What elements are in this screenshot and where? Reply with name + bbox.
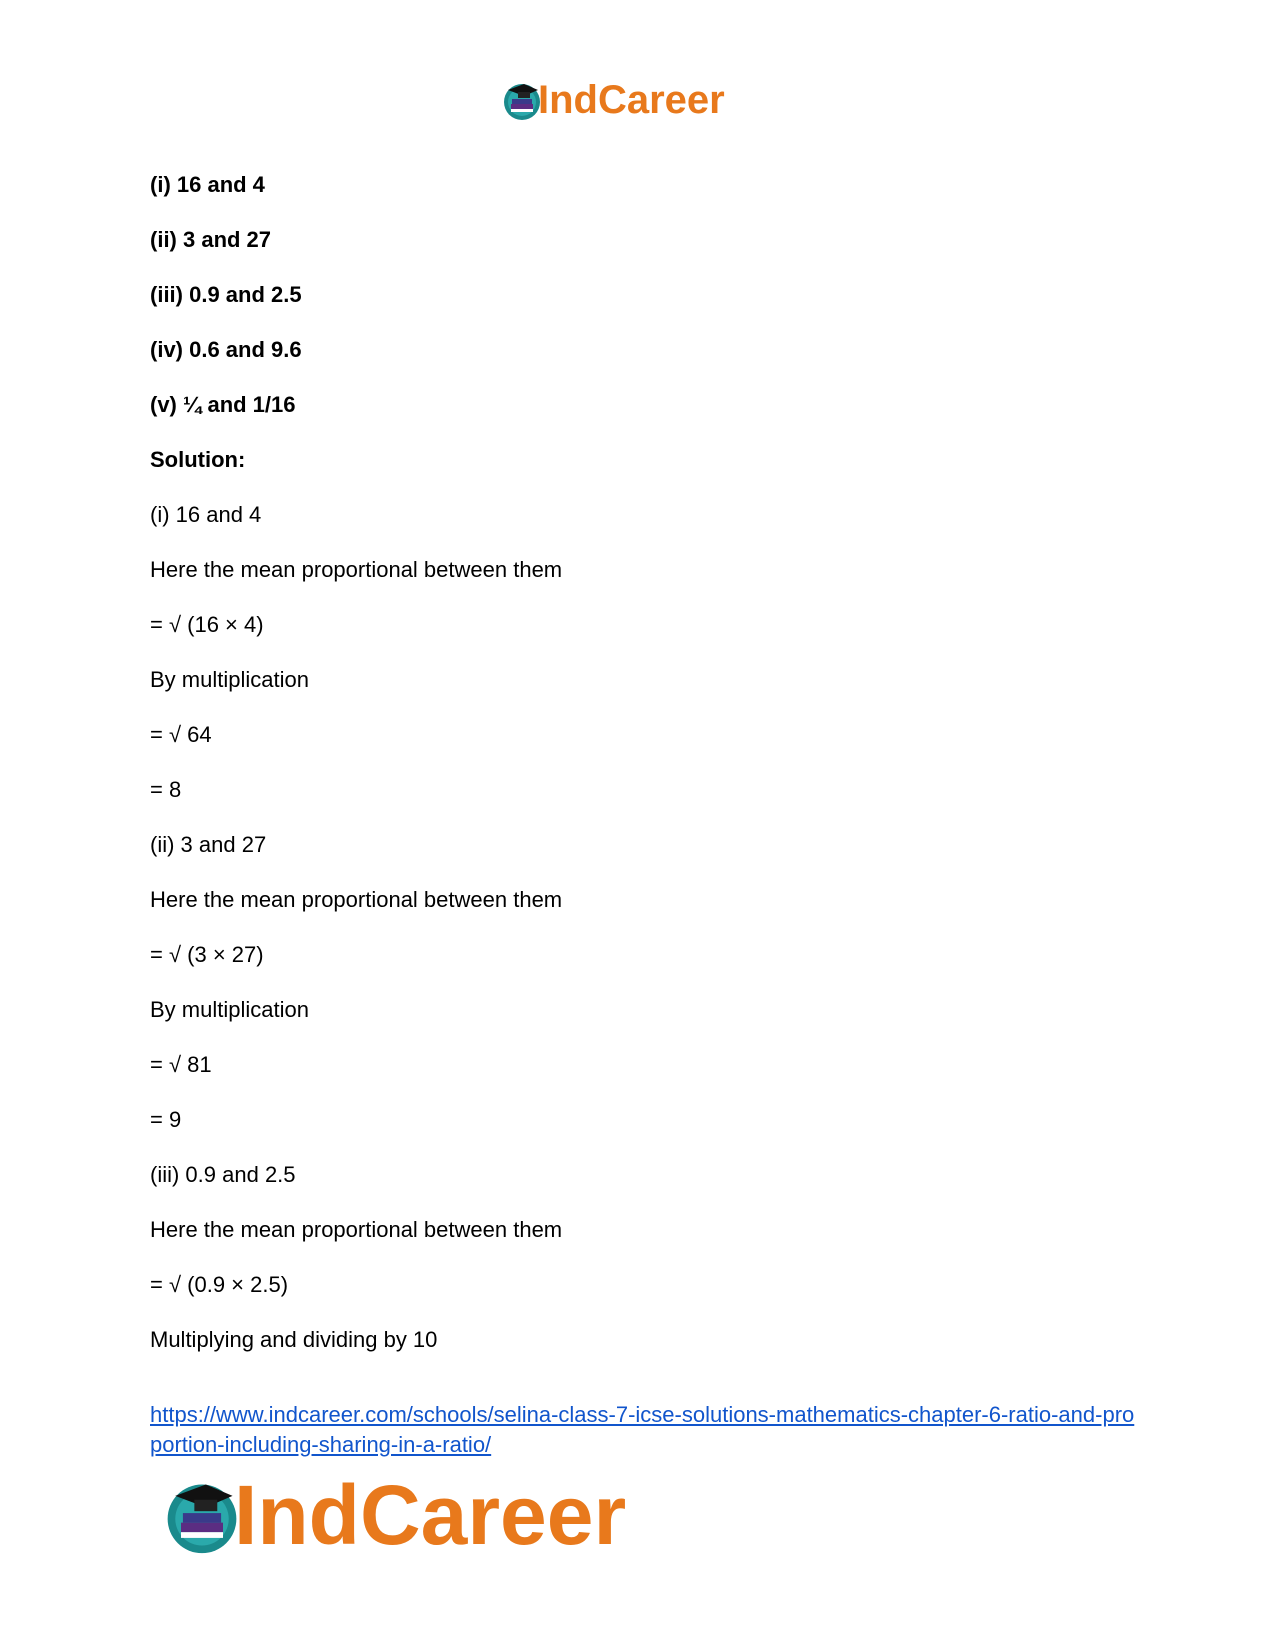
footer-logo-text: IndCareer bbox=[234, 1468, 627, 1562]
solution-line: (iii) 0.9 and 2.5 bbox=[150, 1162, 296, 1187]
solution-line: = 8 bbox=[150, 777, 182, 802]
header-logo bbox=[500, 78, 725, 122]
source-link[interactable]: https://www.indcareer.com/schools/selina-class-7-icse-solutions-mathematics-chapter-6-ratio-and-proportion-including-sharing-in-a-ratio/ bbox=[150, 1402, 1135, 1457]
footer-logo bbox=[160, 1470, 626, 1560]
solution-line: By multiplication bbox=[150, 997, 309, 1022]
document-body bbox=[150, 172, 1130, 1382]
question-line: (iii) 0.9 and 2.5 bbox=[150, 282, 302, 307]
solution-line: = √ (3 × 27) bbox=[150, 942, 264, 967]
solution-line: Multiplying and dividing by 10 bbox=[150, 1327, 438, 1352]
solution-line: = √ (16 × 4) bbox=[150, 612, 264, 637]
question-line: (v) ¼ and 1/16 bbox=[150, 392, 296, 417]
solution-line: Here the mean proportional between them bbox=[150, 557, 563, 582]
solution-line: = √ 64 bbox=[150, 722, 212, 747]
solution-line: (ii) 3 and 27 bbox=[150, 832, 267, 857]
graduation-cap-books-icon bbox=[160, 1473, 244, 1557]
solution-line: = √ (0.9 × 2.5) bbox=[150, 1272, 289, 1297]
question-line: (ii) 3 and 27 bbox=[150, 227, 272, 252]
solution-line: (i) 16 and 4 bbox=[150, 502, 262, 527]
solution-line: Here the mean proportional between them bbox=[150, 1217, 563, 1242]
solution-line: By multiplication bbox=[150, 667, 309, 692]
header-logo-text: IndCareer bbox=[538, 78, 725, 122]
solution-line: = √ 81 bbox=[150, 1052, 212, 1077]
solution-line: = 9 bbox=[150, 1107, 182, 1132]
question-line: (i) 16 and 4 bbox=[150, 172, 265, 197]
question-line: (iv) 0.6 and 9.6 bbox=[150, 337, 302, 362]
solution-line: Here the mean proportional between them bbox=[150, 887, 563, 912]
question-line: Solution: bbox=[150, 447, 246, 472]
